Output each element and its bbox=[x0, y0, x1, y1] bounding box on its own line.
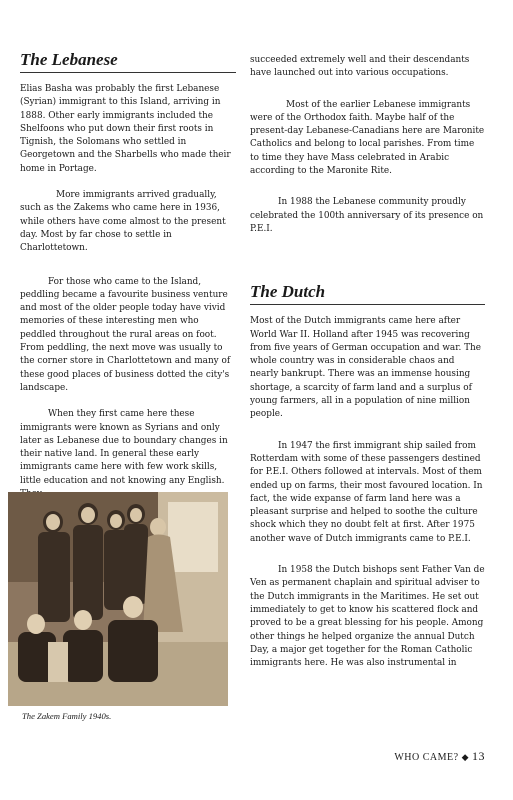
lebanese-paragraph-7: In 1988 the Lebanese community proudly celebrated the 100th anniversary of its presence on P.E.I. bbox=[250, 197, 484, 234]
section-heading-dutch: The Dutch bbox=[250, 282, 485, 305]
lebanese-paragraph-6: Most of the earlier Lebanese immigrants were of the Orthodox faith. Maybe half of the present-day Lebanese-Canadians here are Maronite Catholics and belong to local parishes. From time to time they have Mass celebrated in Arabic according to the Maronite Rite. bbox=[250, 99, 485, 177]
lebanese-paragraph-4: When they first came here these immigrants were known as Syrians and only later as Lebanese due to boundary changes in their native land. In general these early immigrants came here with few work skills, little education and not knowing any English. bbox=[20, 409, 228, 486]
lebanese-paragraph-2: More immigrants arrived gradually, such as the Zakems who came here in 1936, while others have come almost to the present day. Most by far chose to settle in Charlottetown. bbox=[20, 190, 226, 254]
right-column bbox=[250, 0, 485, 670]
diamond-icon: ◆ bbox=[461, 752, 469, 762]
lebanese-paragraph-5: succeeded extremely well and their descendants have launched out into various occupations. bbox=[250, 55, 470, 79]
lebanese-paragraph-3: For those who came to the Island, peddling became a favourite business venture and most of the older people today have vivid memories of these interesting men who peddled throughout the rural areas on foot. From peddling, the next move was usually to the corner store in Charlottetown and many of these good places of business dotted the city's landscape. bbox=[20, 276, 231, 393]
left-column bbox=[20, 0, 236, 501]
page-footer bbox=[394, 749, 485, 764]
zakem-family-photo bbox=[8, 492, 228, 706]
lebanese-paragraph-1: Elias Basha was probably the first Lebanese (Syrian) immigrant to this Island, arriving in 1888. Other early immigrants included the Shelfoons who put down their first roots in Tignish, the Solomans who settled in Georgetown and the Sharbells who made their home in Portage. bbox=[20, 84, 231, 174]
section-heading-lebanese: The Lebanese bbox=[20, 50, 236, 73]
photo-caption: The Zakem Family 1940s. bbox=[22, 711, 112, 721]
dutch-paragraph-2: In 1947 the first immigrant ship sailed from Rotterdam with some of these passengers destined for P.E.I. Others followed at intervals. Most of them ended up on farms, their most favoured location. In fact, the wide expanse of farm land here was a pleasant surprise and helped to soothe the culture shock which they no doubt felt at first. After 1975 another wave of Dutch immigrants came to P.E.I. bbox=[250, 440, 483, 544]
dutch-paragraph-1: Most of the Dutch immigrants came here after World War II. Holland after 1945 was recovering from five years of German occupation and war. The whole country was in considerable chaos and nearly bankrupt. There was an immense housing shortage, a scarcity of farm land and a surplus of young farmers, all in a population of nine million people. bbox=[250, 316, 482, 420]
page-number: 13 bbox=[472, 749, 485, 763]
photo-figures bbox=[8, 492, 228, 706]
footer-section-title: WHO CAME? bbox=[394, 752, 459, 763]
dutch-paragraph-3: In 1958 the Dutch bishops sent Father Van de Ven as permanent chaplain and spiritual adviser to the Dutch immigrants in the Maritimes. He set out immediately to get to know his scattered flock and proved to be a great blessing for his people. Among other things he helped organize the annual Dutch Day, a major get together for the Roman Catholic immigrants here. He was also instrumental in bbox=[250, 565, 485, 669]
